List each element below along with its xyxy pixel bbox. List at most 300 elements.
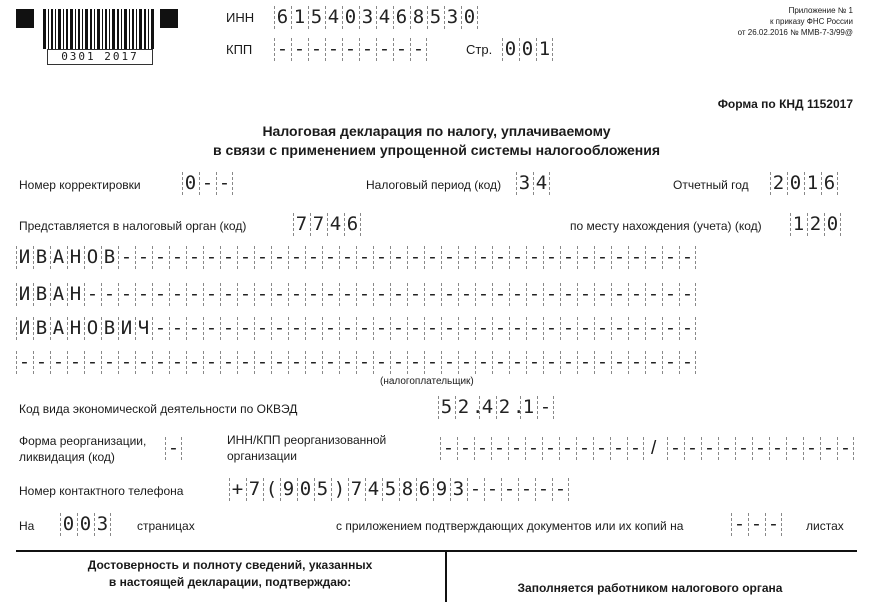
reorg-inn-label-line-2: организации	[227, 449, 297, 463]
reorg-inn-label-line-1: ИНН/КПП реорганизованной	[227, 433, 387, 447]
char-cell[interactable]: 3	[516, 172, 533, 195]
char-cell[interactable]: -	[611, 317, 628, 340]
char-cell[interactable]: -	[593, 437, 610, 460]
char-cell[interactable]: -	[542, 437, 559, 460]
char-cell[interactable]: -	[356, 246, 373, 269]
char-cell[interactable]: В	[101, 317, 118, 340]
char-cell[interactable]: -	[373, 246, 390, 269]
char-cell[interactable]: -	[203, 246, 220, 269]
name-row-last-name[interactable]	[16, 246, 696, 269]
char-cell[interactable]: 0	[297, 478, 314, 501]
char-cell[interactable]: 3	[450, 478, 467, 501]
char-cell[interactable]: -	[424, 283, 441, 306]
char-cell[interactable]: -	[662, 283, 679, 306]
reorg-form-cells[interactable]	[165, 437, 182, 460]
char-cell[interactable]: -	[271, 246, 288, 269]
char-cell[interactable]: -	[484, 478, 501, 501]
char-cell[interactable]: -	[390, 246, 407, 269]
char-cell[interactable]: 2	[496, 396, 513, 419]
char-cell[interactable]: -	[339, 283, 356, 306]
pages-prefix: На	[19, 519, 35, 533]
char-cell[interactable]: -	[765, 513, 782, 536]
confirm-line-1: Достоверность и полноту сведений, указанных	[87, 558, 373, 572]
tax-authority-label: Представляется в налоговый орган (код)	[19, 219, 247, 233]
char-cell[interactable]: -	[424, 351, 441, 374]
char-cell: -	[274, 38, 291, 61]
char-cell[interactable]: -	[837, 437, 854, 460]
char-cell[interactable]: -	[491, 437, 508, 460]
char-cell[interactable]: -	[475, 317, 492, 340]
char-cell[interactable]: -	[662, 317, 679, 340]
char-cell[interactable]: -	[475, 283, 492, 306]
char-cell[interactable]: -	[288, 246, 305, 269]
char-cell[interactable]: -	[458, 246, 475, 269]
char-cell[interactable]: -	[356, 283, 373, 306]
char-cell[interactable]: 0	[60, 513, 77, 536]
char-cell[interactable]: 4	[479, 396, 496, 419]
char-cell[interactable]: -	[610, 437, 627, 460]
char-cell[interactable]: -	[560, 317, 577, 340]
char-cell[interactable]: -	[220, 283, 237, 306]
char-cell[interactable]: -	[16, 351, 33, 374]
char-cell[interactable]: Н	[67, 283, 84, 306]
char-cell[interactable]: -	[560, 283, 577, 306]
char-cell[interactable]: -	[152, 246, 169, 269]
char-cell[interactable]: -	[118, 246, 135, 269]
char-cell[interactable]: +	[229, 478, 246, 501]
char-cell[interactable]: 7	[293, 213, 310, 236]
char-cell: 0	[461, 6, 478, 29]
char-cell[interactable]: 1	[790, 213, 807, 236]
pages-suffix: страницах	[137, 519, 195, 533]
tax-period-cells[interactable]	[516, 172, 550, 195]
char-cell[interactable]: -	[135, 283, 152, 306]
barcode-bars	[41, 7, 157, 51]
char-cell[interactable]: 0	[824, 213, 841, 236]
char-cell: 1	[291, 6, 308, 29]
char-cell[interactable]: -	[501, 478, 518, 501]
char-cell[interactable]: -	[526, 351, 543, 374]
appendix-line-2: к приказу ФНС России	[769, 17, 853, 26]
char-cell[interactable]: 2	[807, 213, 824, 236]
char-cell[interactable]: -	[84, 283, 101, 306]
char-cell[interactable]: В	[33, 283, 50, 306]
char-cell[interactable]: -	[458, 283, 475, 306]
inn-cells	[274, 6, 478, 29]
char-cell[interactable]: 4	[533, 172, 550, 195]
attachments-cells[interactable]	[731, 513, 782, 536]
char-cell[interactable]: -	[203, 283, 220, 306]
char-cell[interactable]: (	[263, 478, 280, 501]
char-cell[interactable]: -	[526, 246, 543, 269]
char-cell[interactable]: -	[203, 351, 220, 374]
name-row-extra[interactable]	[16, 351, 696, 374]
char-cell[interactable]: -	[769, 437, 786, 460]
char-cell[interactable]: 5	[438, 396, 455, 419]
page-cells	[502, 38, 553, 61]
char-cell[interactable]: -	[203, 317, 220, 340]
char-cell[interactable]: 5	[382, 478, 399, 501]
char-cell[interactable]: -	[424, 317, 441, 340]
form-code: Форма по КНД 1152017	[717, 97, 853, 111]
char-cell[interactable]: -	[467, 478, 484, 501]
char-cell[interactable]: -	[441, 351, 458, 374]
char-cell[interactable]: -	[628, 351, 645, 374]
char-cell[interactable]: -	[186, 351, 203, 374]
taxpayer-caption: (налогоплательщик)	[380, 376, 474, 387]
char-cell: 0	[342, 6, 359, 29]
char-cell[interactable]: -	[611, 246, 628, 269]
char-cell[interactable]: -	[543, 283, 560, 306]
char-cell[interactable]: 6	[416, 478, 433, 501]
char-cell[interactable]: В	[33, 317, 50, 340]
char-cell[interactable]: -	[186, 246, 203, 269]
char-cell[interactable]: -	[667, 437, 684, 460]
char-cell[interactable]: -	[169, 317, 186, 340]
char-cell[interactable]: -	[288, 351, 305, 374]
char-cell[interactable]: -	[492, 317, 509, 340]
char-cell[interactable]: -	[492, 283, 509, 306]
char-cell[interactable]: -	[50, 351, 67, 374]
char-cell[interactable]: -	[748, 513, 765, 536]
char-cell[interactable]: -	[407, 317, 424, 340]
char-cell[interactable]: -	[322, 351, 339, 374]
char-cell[interactable]: Н	[67, 246, 84, 269]
char-cell[interactable]: -	[118, 351, 135, 374]
char-cell[interactable]: -	[628, 246, 645, 269]
char-cell[interactable]: 8	[399, 478, 416, 501]
char-cell[interactable]: -	[701, 437, 718, 460]
char-cell[interactable]: -	[407, 351, 424, 374]
reorg-form-label-line-1: Форма реорганизации,	[19, 434, 147, 448]
char-cell[interactable]: 2	[770, 172, 787, 195]
attachments-label: с приложением подтверждающих документов или их копий на	[336, 519, 684, 533]
char-cell[interactable]: 1	[804, 172, 821, 195]
char-cell[interactable]: -	[679, 351, 696, 374]
tax-period-label: Налоговый период (код)	[366, 178, 502, 192]
char-cell[interactable]: -	[492, 246, 509, 269]
reorg-inn-cells[interactable]	[440, 437, 644, 460]
location-cells[interactable]	[790, 213, 841, 236]
char-cell[interactable]: -	[220, 351, 237, 374]
char-cell[interactable]: -	[731, 513, 748, 536]
char-cell[interactable]: .	[472, 396, 484, 418]
char-cell[interactable]: -	[33, 351, 50, 374]
char-cell[interactable]: -	[645, 283, 662, 306]
char-cell[interactable]: -	[237, 317, 254, 340]
char-cell[interactable]: -	[518, 478, 535, 501]
char-cell: 6	[393, 6, 410, 29]
report-year-label: Отчетный год	[673, 178, 749, 192]
char-cell: -	[325, 38, 342, 61]
char-cell[interactable]: -	[356, 317, 373, 340]
char-cell[interactable]: -	[458, 351, 475, 374]
char-cell[interactable]: -	[67, 351, 84, 374]
char-cell[interactable]: -	[537, 396, 554, 419]
char-cell[interactable]: 3	[94, 513, 111, 536]
char-cell[interactable]: -	[271, 283, 288, 306]
official-use-heading: Заполняется работником налогового органа	[517, 581, 783, 595]
char-cell[interactable]: 7	[310, 213, 327, 236]
char-cell[interactable]: А	[50, 317, 67, 340]
pages-cells[interactable]	[60, 513, 111, 536]
char-cell[interactable]: -	[440, 437, 457, 460]
char-cell: 8	[410, 6, 427, 29]
char-cell[interactable]: -	[390, 283, 407, 306]
char-cell[interactable]: 5	[314, 478, 331, 501]
char-cell: -	[308, 38, 325, 61]
char-cell[interactable]: -	[577, 317, 594, 340]
inn-label: ИНН	[226, 10, 255, 25]
char-cell[interactable]: О	[84, 317, 101, 340]
char-cell[interactable]: 4	[327, 213, 344, 236]
char-cell[interactable]: .	[513, 396, 525, 418]
char-cell[interactable]: -	[509, 283, 526, 306]
char-cell[interactable]: -	[611, 283, 628, 306]
char-cell[interactable]: -	[237, 246, 254, 269]
char-cell[interactable]: -	[645, 317, 662, 340]
correction-cells[interactable]	[182, 172, 233, 195]
char-cell[interactable]: -	[526, 283, 543, 306]
char-cell: -	[342, 38, 359, 61]
char-cell[interactable]: -	[594, 246, 611, 269]
char-cell[interactable]: -	[424, 246, 441, 269]
char-cell[interactable]: -	[135, 246, 152, 269]
char-cell[interactable]: )	[331, 478, 348, 501]
char-cell[interactable]: -	[679, 317, 696, 340]
char-cell[interactable]: -	[560, 246, 577, 269]
char-cell[interactable]: -	[254, 283, 271, 306]
char-cell[interactable]: -	[535, 478, 552, 501]
char-cell[interactable]: -	[152, 351, 169, 374]
char-cell[interactable]: -	[475, 246, 492, 269]
char-cell[interactable]: -	[718, 437, 735, 460]
char-cell[interactable]: -	[441, 317, 458, 340]
char-cell[interactable]: -	[594, 283, 611, 306]
char-cell[interactable]: -	[305, 351, 322, 374]
char-cell[interactable]: 1	[520, 396, 537, 419]
char-cell[interactable]: -	[577, 351, 594, 374]
char-cell[interactable]: -	[169, 351, 186, 374]
char-cell[interactable]: -	[576, 437, 593, 460]
char-cell[interactable]: -	[322, 246, 339, 269]
char-cell[interactable]: Ч	[135, 317, 152, 340]
char-cell[interactable]: -	[407, 283, 424, 306]
char-cell[interactable]: -	[288, 317, 305, 340]
char-cell[interactable]: -	[627, 437, 644, 460]
char-cell[interactable]: -	[220, 317, 237, 340]
okved-cells[interactable]	[438, 396, 554, 419]
char-cell[interactable]: 6	[344, 213, 361, 236]
char-cell[interactable]: -	[186, 283, 203, 306]
char-cell[interactable]: -	[118, 283, 135, 306]
char-cell[interactable]: -	[356, 351, 373, 374]
char-cell[interactable]: -	[509, 317, 526, 340]
char-cell[interactable]: -	[803, 437, 820, 460]
char-cell: 0	[519, 38, 536, 61]
char-cell[interactable]: -	[169, 283, 186, 306]
char-cell[interactable]: А	[50, 283, 67, 306]
char-cell[interactable]: -	[271, 351, 288, 374]
char-cell: -	[410, 38, 427, 61]
char-cell[interactable]: -	[594, 317, 611, 340]
char-cell[interactable]: -	[339, 317, 356, 340]
char-cell[interactable]: -	[101, 351, 118, 374]
char-cell[interactable]: -	[559, 437, 576, 460]
char-cell[interactable]: -	[254, 351, 271, 374]
char-cell[interactable]: -	[577, 283, 594, 306]
char-cell[interactable]: -	[752, 437, 769, 460]
char-cell: 6	[274, 6, 291, 29]
char-cell[interactable]: -	[526, 317, 543, 340]
char-cell[interactable]: -	[322, 317, 339, 340]
char-cell[interactable]: -	[543, 351, 560, 374]
char-cell[interactable]: А	[50, 246, 67, 269]
report-year-cells[interactable]	[770, 172, 838, 195]
char-cell[interactable]: -	[254, 317, 271, 340]
char-cell[interactable]: -	[237, 351, 254, 374]
char-cell[interactable]: 7	[348, 478, 365, 501]
char-cell[interactable]: 2	[455, 396, 472, 419]
kpp-label: КПП	[226, 42, 253, 57]
char-cell[interactable]: -	[594, 351, 611, 374]
char-cell[interactable]: -	[390, 317, 407, 340]
char-cell[interactable]: -	[474, 437, 491, 460]
char-cell[interactable]: -	[288, 283, 305, 306]
phone-cells[interactable]	[229, 478, 569, 501]
corner-marker-top-left	[16, 9, 34, 28]
char-cell[interactable]: -	[509, 246, 526, 269]
char-cell[interactable]: -	[457, 437, 474, 460]
char-cell[interactable]: В	[33, 246, 50, 269]
corner-marker-top-right	[160, 9, 178, 28]
char-cell[interactable]: -	[339, 246, 356, 269]
char-cell[interactable]: 7	[246, 478, 263, 501]
char-cell[interactable]: В	[101, 246, 118, 269]
char-cell[interactable]: -	[611, 351, 628, 374]
char-cell[interactable]: -	[508, 437, 525, 460]
title-line-1: Налоговая декларация по налогу, уплачиваемому	[262, 123, 611, 139]
char-cell[interactable]: И	[16, 246, 33, 269]
char-cell[interactable]: -	[509, 351, 526, 374]
char-cell[interactable]: -	[373, 283, 390, 306]
char-cell[interactable]: -	[237, 283, 254, 306]
char-cell[interactable]: 4	[365, 478, 382, 501]
appendix-line-3: от 26.02.2016 № ММВ-7-3/99@	[737, 28, 853, 37]
char-cell[interactable]: И	[16, 317, 33, 340]
char-cell[interactable]: И	[118, 317, 135, 340]
char-cell[interactable]: -	[525, 437, 542, 460]
char-cell: -	[291, 38, 308, 61]
reorg-kpp-cells[interactable]	[667, 437, 854, 460]
char-cell[interactable]: -	[645, 246, 662, 269]
char-cell[interactable]: -	[407, 246, 424, 269]
char-cell[interactable]: -	[552, 478, 569, 501]
char-cell[interactable]: -	[390, 351, 407, 374]
char-cell[interactable]: 6	[821, 172, 838, 195]
char-cell[interactable]: -	[199, 172, 216, 195]
reorg-slash: /	[651, 438, 657, 459]
char-cell[interactable]: -	[216, 172, 233, 195]
char-cell[interactable]: -	[475, 351, 492, 374]
char-cell[interactable]: -	[543, 317, 560, 340]
char-cell[interactable]: -	[786, 437, 803, 460]
phone-label: Номер контактного телефона	[19, 484, 184, 498]
char-cell[interactable]: -	[165, 437, 182, 460]
char-cell[interactable]: -	[679, 246, 696, 269]
char-cell[interactable]: 9	[280, 478, 297, 501]
char-cell[interactable]: -	[322, 283, 339, 306]
char-cell[interactable]: -	[441, 283, 458, 306]
char-cell[interactable]: -	[101, 283, 118, 306]
barcode-number: 0301 2017	[47, 49, 153, 65]
char-cell[interactable]: И	[16, 283, 33, 306]
name-row-patronymic[interactable]	[16, 317, 696, 340]
char-cell[interactable]: -	[186, 317, 203, 340]
footer-divider	[16, 550, 857, 552]
char-cell[interactable]: -	[735, 437, 752, 460]
char-cell[interactable]: -	[458, 317, 475, 340]
char-cell[interactable]: 9	[433, 478, 450, 501]
char-cell[interactable]: -	[492, 351, 509, 374]
char-cell[interactable]: -	[373, 317, 390, 340]
char-cell[interactable]: -	[169, 246, 186, 269]
char-cell[interactable]: -	[152, 283, 169, 306]
char-cell: 3	[359, 6, 376, 29]
char-cell[interactable]: -	[684, 437, 701, 460]
correction-label: Номер корректировки	[19, 178, 141, 192]
char-cell[interactable]: -	[628, 317, 645, 340]
char-cell: 1	[536, 38, 553, 61]
char-cell[interactable]: -	[305, 317, 322, 340]
attachments-suffix: листах	[806, 519, 844, 533]
char-cell[interactable]: -	[628, 283, 645, 306]
page-label: Стр.	[466, 42, 493, 57]
tax-authority-cells[interactable]	[293, 213, 361, 236]
char-cell[interactable]: -	[152, 317, 169, 340]
name-row-first-name[interactable]	[16, 283, 696, 306]
char-cell[interactable]: 0	[77, 513, 94, 536]
char-cell: -	[376, 38, 393, 61]
location-label: по месту нахождения (учета) (код)	[570, 219, 762, 233]
char-cell: -	[359, 38, 376, 61]
char-cell[interactable]: -	[305, 246, 322, 269]
char-cell[interactable]: -	[220, 246, 237, 269]
char-cell[interactable]: -	[543, 246, 560, 269]
char-cell[interactable]: -	[135, 351, 152, 374]
char-cell[interactable]: -	[662, 351, 679, 374]
char-cell[interactable]: -	[373, 351, 390, 374]
char-cell[interactable]: Н	[67, 317, 84, 340]
char-cell[interactable]: -	[441, 246, 458, 269]
char-cell[interactable]: -	[577, 246, 594, 269]
char-cell[interactable]: -	[339, 351, 356, 374]
char-cell[interactable]: -	[271, 317, 288, 340]
char-cell[interactable]: -	[679, 283, 696, 306]
char-cell[interactable]: 0	[787, 172, 804, 195]
char-cell[interactable]: -	[84, 351, 101, 374]
appendix-line-1: Приложение № 1	[788, 6, 853, 15]
char-cell[interactable]: -	[254, 246, 271, 269]
char-cell[interactable]: -	[560, 351, 577, 374]
char-cell: 4	[376, 6, 393, 29]
char-cell[interactable]: -	[820, 437, 837, 460]
char-cell[interactable]: -	[662, 246, 679, 269]
char-cell[interactable]: -	[305, 283, 322, 306]
char-cell[interactable]: О	[84, 246, 101, 269]
char-cell[interactable]: -	[645, 351, 662, 374]
char-cell[interactable]: 0	[182, 172, 199, 195]
